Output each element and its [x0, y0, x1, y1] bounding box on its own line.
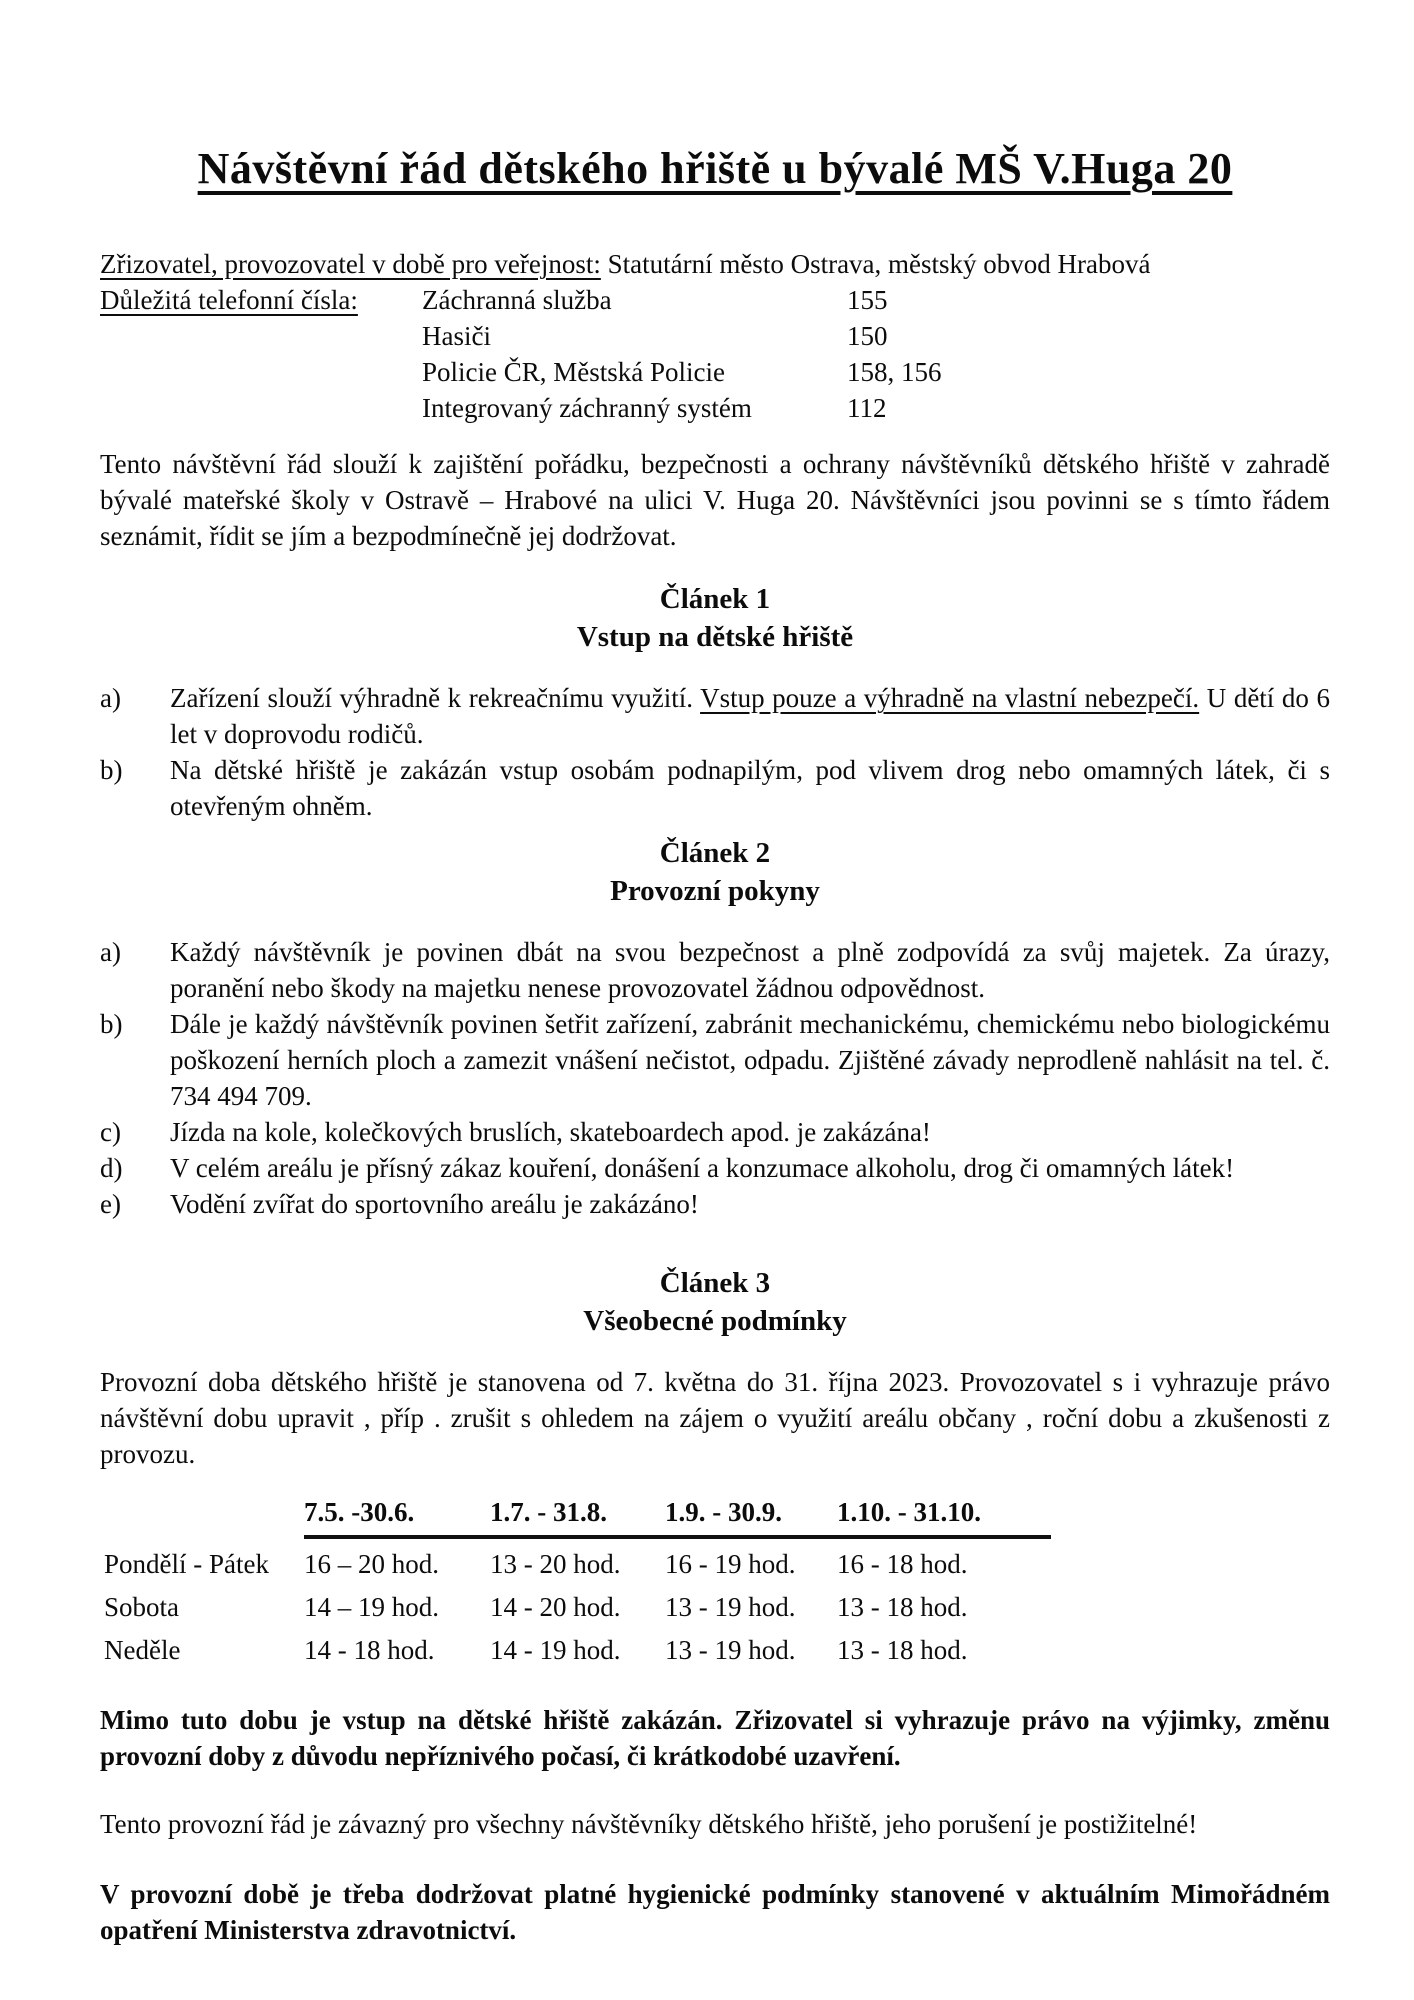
article1-number: Článek 1	[659, 583, 771, 615]
phone-row	[422, 390, 1330, 426]
schedule-cell: 13 - 19 hod.	[665, 1635, 796, 1665]
item-label: b)	[100, 1009, 123, 1039]
item-label: c)	[100, 1117, 121, 1147]
item-label: a)	[100, 683, 121, 713]
schedule-cell: 16 – 20 hod.	[304, 1549, 439, 1579]
item-text-underlined: Vstup pouze a výhradně na vlastní nebezpečí.	[700, 683, 1200, 713]
phone-number: 155	[847, 285, 888, 315]
item-text: Vodění zvířat do sportovního areálu je zakázáno!	[170, 1189, 699, 1219]
opening-hours	[104, 1494, 1330, 1668]
schedule-cell: 13 - 18 hod.	[837, 1592, 968, 1622]
phone-name: Hasiči	[422, 321, 491, 351]
intro-paragraph: Tento návštěvní řád slouží k zajištění pořádku, bezpečnosti a ochrany návštěvníků dětského hřiště v zahradě bývalé mateřské školy v Ostravě – Hrabové na ulici V. Huga 20. Návštěvníci jsou povinni se s tímto řádem seznámit, řídit se jím a bezpodmínečně jej dodržovat.	[100, 449, 1330, 551]
article1-items	[100, 680, 1330, 824]
closing-hygiene-paragraph: V provozní době je třeba dodržovat platné hygienické podmínky stanovené v aktuálním Mimořádném opatření Ministerstva zdravotnictví.	[100, 1879, 1330, 1945]
schedule-col-header: 1.9. - 30.9.	[665, 1494, 837, 1539]
article3-heading	[100, 1264, 1330, 1340]
schedule-cell: 14 - 20 hod.	[490, 1592, 621, 1622]
phone-number: 112	[847, 393, 887, 423]
item-text: Dále je každý návštěvník povinen šetřit zařízení, zabránit mechanickému, chemickému nebo biologickému poškození herních ploch a zamezit vnášení nečistot, odpadu. Zjištěné závady neprodleně nahlásit na tel. č. 734 494 709.	[170, 1009, 1330, 1111]
document-title	[100, 142, 1330, 196]
article1-heading	[100, 580, 1330, 656]
schedule-row-label: Neděle	[104, 1635, 181, 1665]
article2-heading	[100, 834, 1330, 910]
item-text: Na dětské hřiště je zakázán vstup osobám podnapilým, pod vlivem drog nebo omamných látek, či s otevřeným ohněm.	[170, 755, 1330, 821]
item-label: b)	[100, 755, 123, 785]
phone-row	[422, 354, 1330, 390]
phone-row	[422, 282, 1330, 318]
schedule-cell: 14 - 18 hod.	[304, 1635, 435, 1665]
article3-paragraph: Provozní doba dětského hřiště je stanovena od 7. května do 31. října 2023. Provozovatel s i vyhrazuje právo návštěvní dobu upravit , příp . zrušit s ohledem na zájem o využití areálu občany , roční dobu a zkušenosti z provozu.	[100, 1367, 1330, 1469]
schedule-cell: 13 - 18 hod.	[837, 1635, 968, 1665]
item-label: d)	[100, 1153, 123, 1183]
schedule-cell: 13 - 19 hod.	[665, 1592, 796, 1622]
schedule-col-header: 1.7. - 31.8.	[490, 1494, 665, 1539]
list-item	[100, 1114, 1330, 1150]
schedule-table	[104, 1494, 1330, 1668]
article3-subheading: Všeobecné podmínky	[583, 1305, 847, 1337]
article1-subheading: Vstup na dětské hřiště	[576, 621, 854, 653]
list-item	[100, 680, 1330, 752]
schedule-corner-cell	[104, 1494, 304, 1539]
phone-row	[422, 318, 1330, 354]
item-text: V celém areálu je přísný zákaz kouření, donášení a konzumace alkoholu, drog či omamných látek!	[170, 1153, 1235, 1183]
item-label: a)	[100, 937, 121, 967]
article2-items	[100, 934, 1330, 1222]
schedule-cell: 16 - 19 hod.	[665, 1549, 796, 1579]
item-text: Jízda na kole, kolečkových bruslích, skateboardech apod. je zakázána!	[170, 1117, 931, 1147]
schedule-row-label: Sobota	[104, 1592, 180, 1622]
article2-subheading: Provozní pokyny	[610, 875, 820, 907]
article2-number: Článek 2	[659, 837, 771, 869]
phone-name: Policie ČR, Městská Policie	[422, 357, 725, 387]
list-item	[100, 1150, 1330, 1186]
phone-name: Záchranná služba	[422, 285, 612, 315]
list-item	[100, 934, 1330, 1006]
phone-name: Integrovaný záchranný systém	[422, 393, 752, 423]
phone-number: 158, 156	[847, 357, 942, 387]
closing-restriction-paragraph: Mimo tuto dobu je vstup na dětské hřiště zakázán. Zřizovatel si vyhrazuje právo na výjimky, změnu provozní doby z důvodu nepříznivého počasí, či krátkodobé uzavření.	[100, 1705, 1330, 1771]
schedule-cell: 13 - 20 hod.	[490, 1549, 621, 1579]
item-text-before: Zařízení slouží výhradně k rekreačnímu využití.	[170, 683, 701, 713]
closing-binding-paragraph: Tento provozní řád je závazný pro všechny návštěvníky dětského hřiště, jeho porušení je postižitelné!	[100, 1809, 1198, 1839]
emergency-phones	[100, 282, 1330, 426]
list-item	[100, 1006, 1330, 1114]
schedule-col-header: 1.10. - 31.10.	[837, 1494, 1051, 1539]
operator-value: Statutární město Ostrava, městský obvod Hrabová	[600, 249, 1151, 279]
operator-label: Zřizovatel, provozovatel v době pro veřejnost:	[100, 249, 601, 279]
operator-line	[100, 246, 1330, 282]
schedule-row-label: Pondělí - Pátek	[104, 1549, 269, 1579]
phone-rows	[422, 282, 1330, 426]
phone-number: 150	[847, 321, 888, 351]
schedule-col-header: 7.5. -30.6.	[304, 1494, 490, 1539]
item-text-after: U dětí do 6 let v doprovodu rodičů.	[170, 683, 1330, 749]
item-text	[170, 680, 1330, 752]
list-item	[100, 1186, 1330, 1222]
phones-label: Důležitá telefonní čísla:	[100, 285, 358, 315]
schedule-cell: 14 – 19 hod.	[304, 1592, 439, 1622]
item-label: e)	[100, 1189, 121, 1219]
schedule-cell: 14 - 19 hod.	[490, 1635, 621, 1665]
item-text: Každý návštěvník je povinen dbát na svou bezpečnost a plně zodpovídá za svůj majetek. Za úrazy, poranění nebo škody na majetku nenese provozovatel žádnou odpovědnost.	[170, 937, 1330, 1003]
document-title-text: Návštěvní řád dětského hřiště u bývalé MŠ V.Huga 20	[197, 144, 1233, 193]
schedule-cell: 16 - 18 hod.	[837, 1549, 968, 1579]
article3-number: Článek 3	[659, 1267, 771, 1299]
list-item	[100, 752, 1330, 824]
